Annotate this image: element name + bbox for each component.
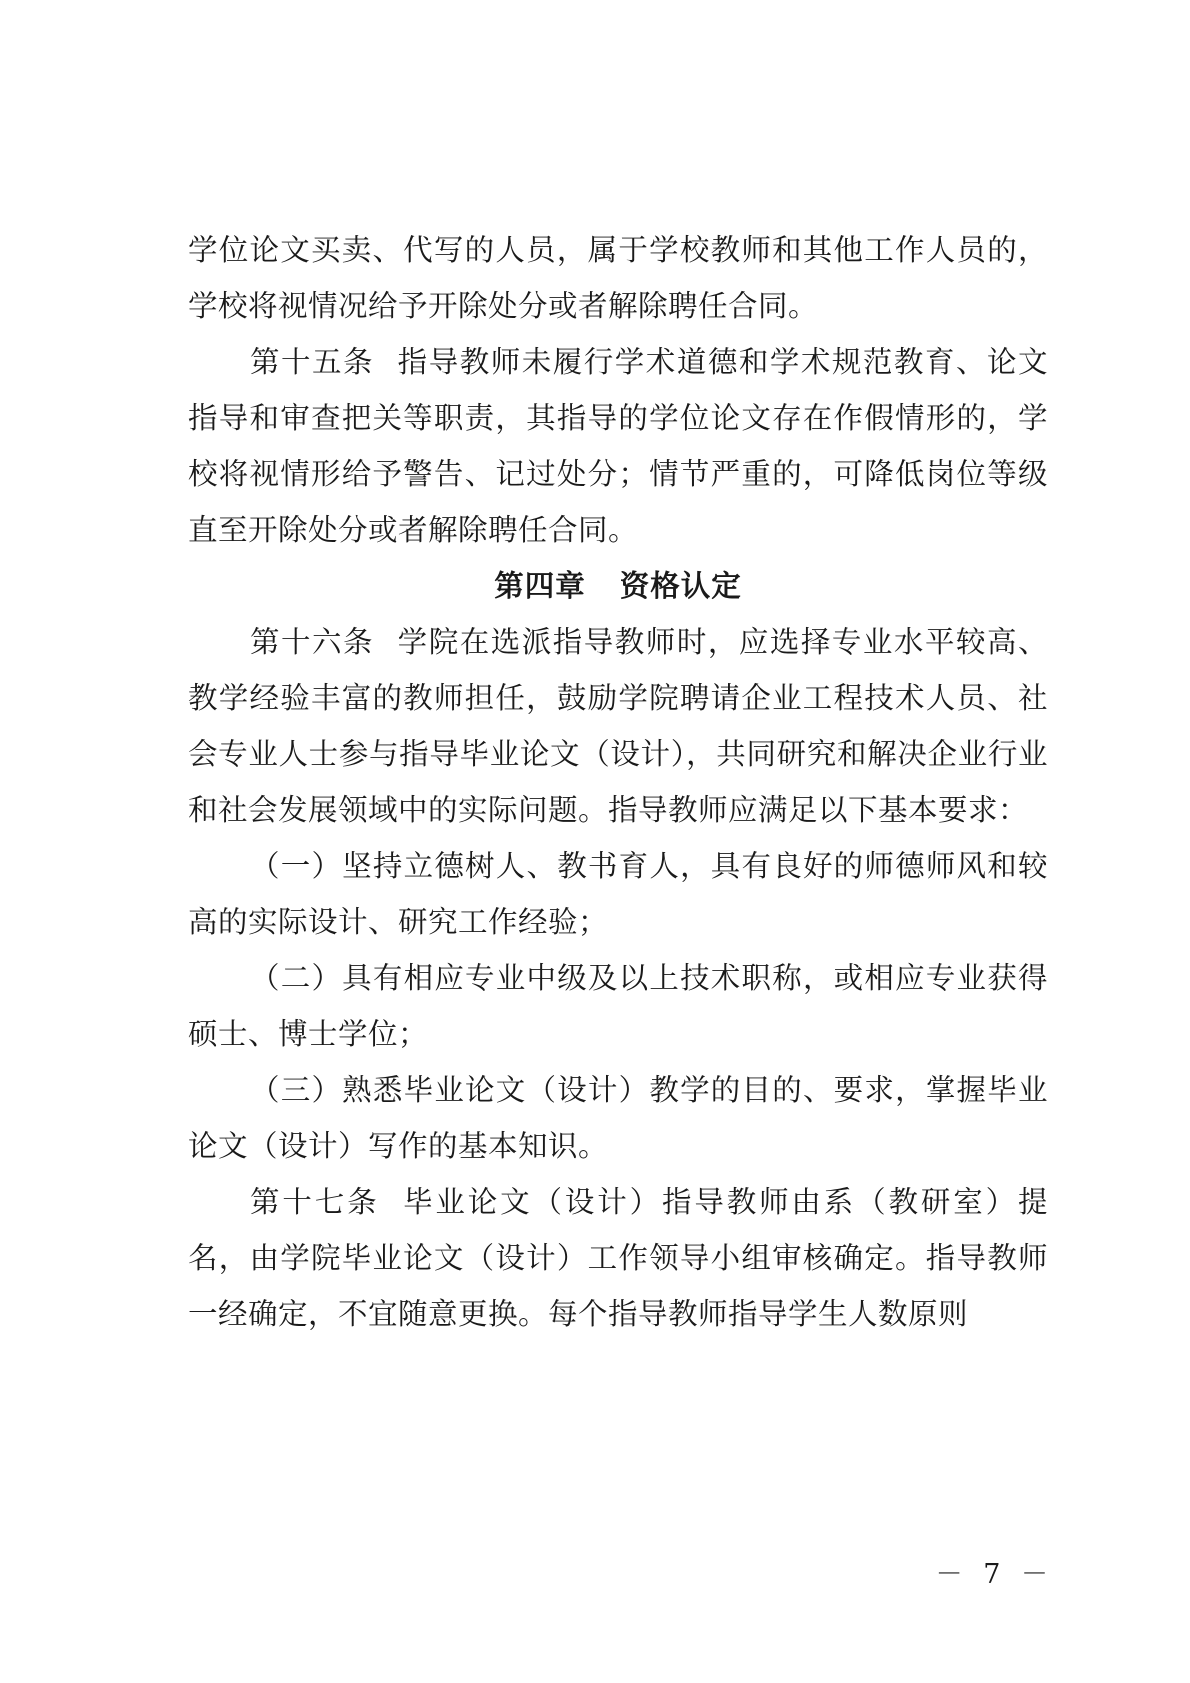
article-17 (188, 1174, 1048, 1342)
article-number: 第十六条 (250, 625, 375, 659)
chapter-title: 资格认定 (619, 569, 742, 603)
article-number: 第十七条 (250, 1185, 380, 1219)
page-number: － 7 － (935, 1559, 1054, 1590)
paragraph-continuation: 学位论文买卖、代写的人员，属于学校教师和其他工作人员的，学校将视情况给予开除处分或者解除聘任合同。 (188, 233, 1048, 323)
document-body (188, 222, 1048, 1342)
list-item-1: （一）坚持立德树人、教书育人，具有良好的师德师风和较高的实际设计、研究工作经验； (188, 849, 1048, 939)
article-text: 毕业论文（设计）指导教师由系（教研室）提名，由学院毕业论文（设计）工作领导小组审核确定。指导教师一经确定，不宜随意更换。每个指导教师指导学生人数原则 (188, 1185, 1048, 1331)
list-item-2: （二）具有相应专业中级及以上技术职称，或相应专业获得硕士、博士学位； (188, 961, 1048, 1051)
article-text: 学院在选派指导教师时，应选择专业水平较高、教学经验丰富的教师担任，鼓励学院聘请企业工程技术人员、社会专业人士参与指导毕业论文（设计），共同研究和解决企业行业和社会发展领域中的实际问题。指导教师应满足以下基本要求： (188, 625, 1048, 827)
article-15 (188, 334, 1048, 558)
article-number: 第十五条 (250, 345, 375, 379)
chapter-number: 第四章 (494, 569, 586, 603)
article-text: 指导教师未履行学术道德和学术规范教育、论文指导和审查把关等职责，其指导的学位论文存在作假情形的，学校将视情形给予警告、记过处分；情节严重的，可降低岗位等级直至开除处分或者解除聘任合同。 (188, 345, 1048, 547)
chapter-heading (188, 558, 1048, 614)
list-item-3: （三）熟悉毕业论文（设计）教学的目的、要求，掌握毕业论文（设计）写作的基本知识。 (188, 1073, 1048, 1163)
article-16 (188, 614, 1048, 838)
